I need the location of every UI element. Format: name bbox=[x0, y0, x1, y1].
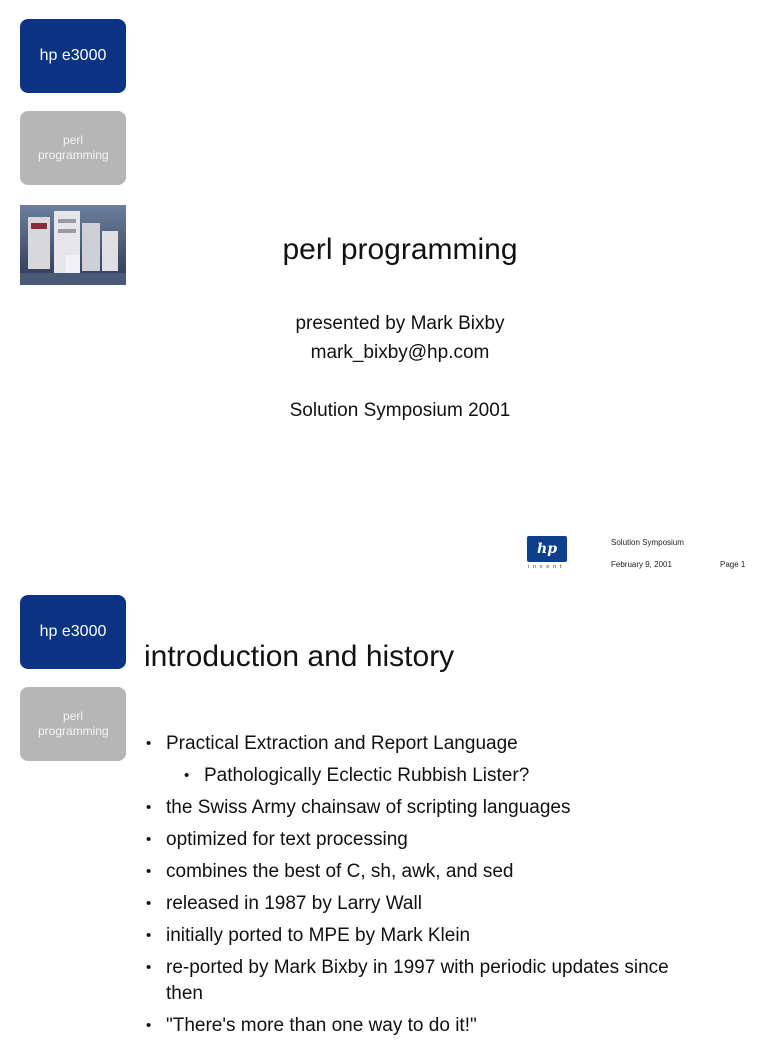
footer-event: Solution Symposium bbox=[611, 538, 684, 547]
bullet-item: • combines the best of C, sh, awk, and sed bbox=[146, 859, 706, 885]
bullet-item: • released in 1987 by Larry Wall bbox=[146, 891, 706, 917]
bullet-item: • the Swiss Army chainsaw of scripting languages bbox=[146, 795, 706, 821]
footer-date: February 9, 2001 bbox=[611, 560, 672, 569]
perl-programming-tile bbox=[20, 687, 126, 761]
perl-programming-tile-label: perl programming bbox=[38, 133, 109, 162]
footer-page-number: Page 1 bbox=[720, 560, 746, 569]
hp-logo-tagline: invent bbox=[528, 564, 566, 570]
hp-e3000-tile bbox=[20, 19, 126, 93]
sub-bullet-item: • Pathologically Eclectic Rubbish Lister? bbox=[184, 763, 706, 789]
presenter-email: mark_bixby@hp.com bbox=[310, 342, 490, 363]
perl-programming-tile bbox=[20, 111, 126, 185]
presenter-line: presented by Mark Bixby bbox=[295, 313, 505, 334]
event-name: Solution Symposium 2001 bbox=[289, 400, 511, 421]
hp-e3000-tile-label: hp e3000 bbox=[39, 47, 107, 64]
bullet-item: • optimized for text processing bbox=[146, 827, 706, 853]
slide-title: introduction and history bbox=[144, 640, 455, 673]
perl-programming-tile-label: perl programming bbox=[38, 709, 109, 738]
bullet-item: • Practical Extraction and Report Language bbox=[146, 731, 706, 757]
bullet-item: • initially ported to MPE by Mark Klein bbox=[146, 923, 706, 949]
content-slide bbox=[0, 576, 768, 1036]
hp-logo-icon bbox=[527, 536, 567, 562]
bullet-list bbox=[146, 731, 706, 1045]
hp-e3000-tile-label: hp e3000 bbox=[39, 623, 107, 640]
slide-title: perl programming bbox=[282, 233, 518, 266]
bullet-item: • re-ported by Mark Bixby in 1997 with periodic updates since then bbox=[146, 955, 706, 1007]
hp-logo-text: hp bbox=[537, 541, 557, 557]
bullet-item: • "There's more than one way to do it!" bbox=[146, 1013, 706, 1039]
hp-e3000-tile bbox=[20, 595, 126, 669]
